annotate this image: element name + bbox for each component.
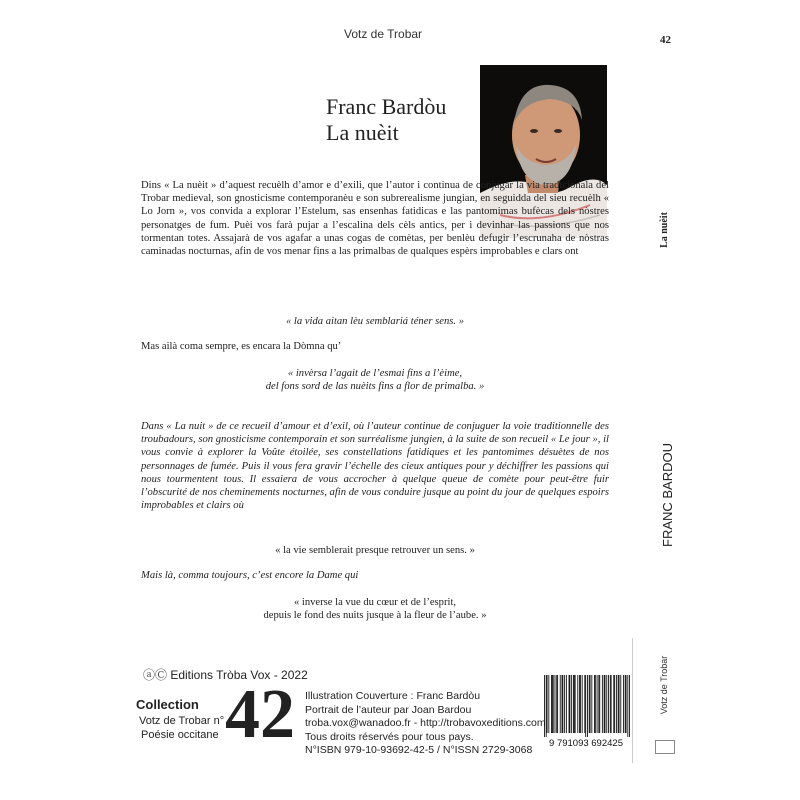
collection-details xyxy=(139,714,224,742)
book-author: Franc Bardòu xyxy=(326,94,447,119)
barcode-bar xyxy=(560,675,561,733)
barcode-bar xyxy=(548,675,549,733)
barcode-bar xyxy=(547,675,548,733)
isbn-barcode xyxy=(536,673,636,748)
barcode-bar xyxy=(606,675,607,733)
barcode-bar xyxy=(575,675,576,733)
spine-series-text: Votz de Trobar xyxy=(659,655,669,715)
barcode-bar xyxy=(591,675,592,733)
french-paragraph: Dans « La nuit » de ce recueil d’amour et d’exil, où l’auteur continue de conjuguer la voie traditionnelle des troubadours, son gnosticisme contemporain et son surréalisme jungien, à la suite de son recueil « Le jour », il vous convie à explorer la Voûte étoilée, ses constellations fatidiques et les pantomimes désuètes de nos personnages de fumée. Puis il vous fera gravir l’échelle des cieux antiques pour y déchiffrer les passions qui nous tourmentent tous. Il essaiera de vous accrocher à quelque queue de comète pour peut-être fuir l’obscurité de nos cheminements nocturnes, afin de vous conduire jusque au point du jour de quelques espoirs improbables et clairs où xyxy=(141,421,609,512)
barcode-bar xyxy=(589,675,590,733)
barcode-bar xyxy=(574,675,575,733)
spine-title-text: La nuèit xyxy=(659,212,670,248)
occitan-quote-2-line-2: del fons sord de las nuèits fins a flor de primalba. » xyxy=(265,381,485,393)
barcode-bar xyxy=(564,675,565,733)
spine-series xyxy=(645,655,685,715)
french-quote-1: « la vie semblerait presque retrouver un sens. » xyxy=(275,545,475,556)
copyright: ⓐⒸ Editions Tròba Vox - 2022 xyxy=(143,668,308,682)
page-number: 42 xyxy=(660,34,671,46)
french-quote-2-line-1: « inverse la vue du cœur et de l’esprit, xyxy=(293,597,457,608)
credit-isbn: N°ISBN 979-10-93692-42-5 / N°ISSN 2729-3068 xyxy=(305,744,533,756)
occitan-paragraph: Dins « La nuèit » d’aquest recuèlh d’amor e d’exili, que l’autor i continua de conjugar la via tradicionala del Trobar medieval, son gnosticisme contemporanèu e son subrerealisme jungian, en seguidda del sieu recuèlh « Lo Jorn », vos convida a explorar l’Estelum, sas ensenhas fatidicas e las pantomimas bufècas dels nòstres personatges de fum. Puèi vos farà pujar a l’escalina dels cèls antics, per i devinhar las passions que nos tormentan totes. Assajarà de vos agafar a unas cogas de comètas, per benlèu defugir l’escrunaha de nòstras caminadas nocturnas, afin de vos menar fins a las primalbas de qualques espèrs improbables e clars ont xyxy=(141,180,609,258)
barcode-bar xyxy=(614,675,615,733)
header-series: Votz de Trobar xyxy=(344,27,423,41)
barcode-bar xyxy=(605,675,606,733)
barcode-bar xyxy=(562,675,563,733)
barcode-bar xyxy=(552,675,553,733)
collection-genre: Poésie occitane xyxy=(141,729,219,741)
occitan-transition: Mas ailà coma sempre, es encara la Dòmna qu’ xyxy=(141,341,342,352)
credit-portrait: Portrait de l’auteur par Joan Bardou xyxy=(305,703,472,716)
barcode-bar xyxy=(585,675,586,737)
barcode-bar xyxy=(544,675,545,737)
spine-author-text: FRANC BARDOU xyxy=(660,442,675,548)
barcode-bar xyxy=(579,675,580,733)
barcode-bar xyxy=(613,675,614,733)
spine-title xyxy=(645,200,685,260)
barcode-bar xyxy=(553,675,554,733)
barcode-bar xyxy=(584,675,585,733)
barcode-bar xyxy=(573,675,574,733)
barcode-bar xyxy=(571,675,572,733)
publisher-badge xyxy=(655,740,675,754)
barcode-bar xyxy=(599,675,600,733)
barcode-bar xyxy=(619,675,620,733)
barcode-bar xyxy=(597,675,598,733)
barcode-bar xyxy=(595,675,596,733)
barcode-bar xyxy=(604,675,605,733)
credit-contact: troba.vox@wanadoo.fr - http://trobavoxeditions.com xyxy=(305,717,546,729)
barcode-bar xyxy=(602,675,603,733)
spine-author xyxy=(638,435,698,555)
barcode-number: 9 791093 692425 xyxy=(549,738,623,748)
barcode-bar xyxy=(611,675,612,733)
barcode-bar xyxy=(582,675,583,733)
occitan-quote-2-line-1: « invèrsa l’agait de l’esmai fins a l’èime, xyxy=(287,368,463,379)
book-title: La nuèit xyxy=(326,120,399,145)
barcode-bar xyxy=(551,675,552,733)
barcode-bar xyxy=(546,675,547,737)
barcode-bar xyxy=(569,675,570,733)
collection-label: Collection xyxy=(136,697,199,712)
barcode-bar xyxy=(610,675,611,733)
barcode-bar xyxy=(557,675,558,733)
barcode-bar xyxy=(590,675,591,733)
credit-illustration: Illustration Couverture : Franc Bardòu xyxy=(305,690,481,702)
barcode-bar xyxy=(569,675,570,733)
barcode-bar xyxy=(627,675,628,737)
credit-rights: Tous droits réservés pour tous pays. xyxy=(305,730,474,743)
french-quote-2-line-2: depuis le fond des nuits jusque à la fleur de l’aube. » xyxy=(263,610,487,622)
barcode-bar xyxy=(587,675,588,737)
barcode-bar xyxy=(626,675,627,733)
barcode-bar xyxy=(623,675,624,733)
barcode-bar xyxy=(555,675,556,733)
credits xyxy=(305,690,546,758)
barcode-bar xyxy=(577,675,578,733)
barcode-bar xyxy=(618,675,619,733)
collection-number: 42 xyxy=(225,676,295,753)
french-quote-2 xyxy=(141,596,609,623)
occitan-quote-1: « la vida aitan lèu semblariá téner sens. » xyxy=(285,316,464,327)
barcode-bar xyxy=(598,675,599,733)
barcode-bar xyxy=(608,675,609,733)
barcode-bar xyxy=(620,675,621,733)
barcode-bar xyxy=(566,675,567,733)
french-transition: Mais là, comma toujours, c’est encore la Dame qui xyxy=(141,570,359,581)
barcode-bar xyxy=(616,675,617,733)
collection-series: Votz de Trobar n° xyxy=(139,715,225,727)
occitan-quote-2 xyxy=(141,367,609,394)
barcode-bar xyxy=(594,675,595,733)
barcode-bar xyxy=(625,675,626,733)
barcode-bar xyxy=(562,675,563,733)
barcode-bar xyxy=(556,675,557,733)
barcode-bar xyxy=(629,675,630,737)
barcode-bar xyxy=(580,675,581,733)
